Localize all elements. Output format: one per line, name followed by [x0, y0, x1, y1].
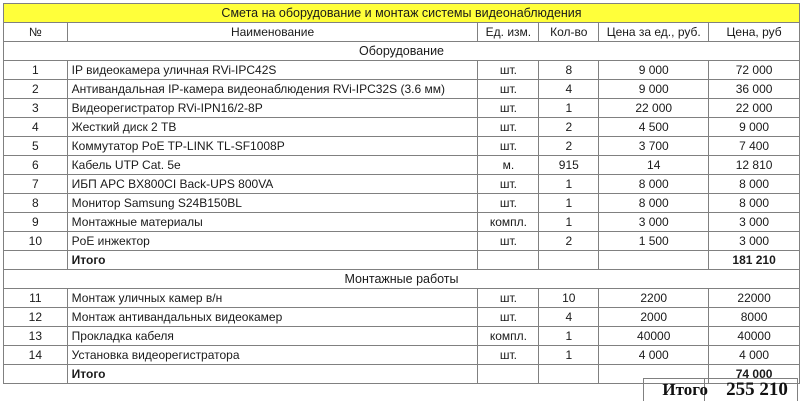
- row-num: 6: [4, 156, 68, 175]
- row-unit: шт.: [478, 232, 539, 251]
- row-name: Монтажные материалы: [67, 213, 478, 232]
- equipment-total-label: Итого: [67, 251, 478, 270]
- row-price: 8 000: [599, 175, 709, 194]
- table-row: [4, 156, 800, 175]
- row-price: 1 500: [599, 232, 709, 251]
- total-empty-qty: [539, 251, 599, 270]
- row-unit: компл.: [478, 213, 539, 232]
- header-num: №: [4, 23, 68, 42]
- grand-total-value: 255 210: [726, 378, 788, 400]
- row-name: Жесткий диск 2 ТВ: [67, 118, 478, 137]
- row-price: 14: [599, 156, 709, 175]
- row-total: 7 400: [709, 137, 800, 156]
- table-row: [4, 99, 800, 118]
- row-price: 9 000: [599, 80, 709, 99]
- row-name: Установка видеорегистратора: [67, 346, 478, 365]
- row-name: ИБП APC BX800CI Back-UPS 800VA: [67, 175, 478, 194]
- row-price: 2200: [599, 289, 709, 308]
- row-price: 40000: [599, 327, 709, 346]
- row-num: 1: [4, 61, 68, 80]
- row-total: 22 000: [709, 99, 800, 118]
- row-unit: шт.: [478, 289, 539, 308]
- equipment-section-title: Оборудование: [4, 42, 800, 61]
- row-name: Монтаж антивандальных видеокамер: [67, 308, 478, 327]
- installation-total-value: 74 000: [709, 365, 800, 384]
- total-empty-unit: [478, 365, 539, 384]
- row-name: Видеорегистратор RVi-IPN16/2-8P: [67, 99, 478, 118]
- row-price: 9 000: [599, 61, 709, 80]
- row-qty: 1: [539, 194, 599, 213]
- grand-total-label: Итого: [662, 379, 708, 399]
- table-row: [4, 118, 800, 137]
- table-row: [4, 213, 800, 232]
- row-name: Кабель UTP Cat. 5e: [67, 156, 478, 175]
- installation-total-label: Итого: [67, 365, 478, 384]
- row-num: 11: [4, 289, 68, 308]
- row-name: PoE инжектор: [67, 232, 478, 251]
- row-unit: шт.: [478, 80, 539, 99]
- row-unit: шт.: [478, 118, 539, 137]
- equipment-total-row: [4, 251, 800, 270]
- row-unit: шт.: [478, 175, 539, 194]
- row-num: 3: [4, 99, 68, 118]
- row-unit: шт.: [478, 194, 539, 213]
- equipment-section-row: [4, 42, 800, 61]
- header-unit: Ед. изм.: [478, 23, 539, 42]
- row-total: 36 000: [709, 80, 800, 99]
- table-row: [4, 137, 800, 156]
- row-num: 5: [4, 137, 68, 156]
- table-row: [4, 80, 800, 99]
- row-qty: 8: [539, 61, 599, 80]
- row-qty: 2: [539, 118, 599, 137]
- table-row: [4, 308, 800, 327]
- row-qty: 1: [539, 327, 599, 346]
- row-num: 4: [4, 118, 68, 137]
- table-row: [4, 232, 800, 251]
- row-total: 12 810: [709, 156, 800, 175]
- total-empty-num: [4, 365, 68, 384]
- row-qty: 2: [539, 137, 599, 156]
- row-total: 3 000: [709, 213, 800, 232]
- table-row: [4, 175, 800, 194]
- installation-section-row: [4, 270, 800, 289]
- row-price: 4 000: [599, 346, 709, 365]
- row-unit: шт.: [478, 308, 539, 327]
- row-num: 8: [4, 194, 68, 213]
- row-num: 2: [4, 80, 68, 99]
- row-total: 22000: [709, 289, 800, 308]
- sheet-title: Смета на оборудование и монтаж системы видеонаблюдения: [4, 4, 800, 23]
- row-num: 7: [4, 175, 68, 194]
- total-empty-unit: [478, 251, 539, 270]
- total-empty-num: [4, 251, 68, 270]
- row-num: 10: [4, 232, 68, 251]
- row-qty: 1: [539, 99, 599, 118]
- row-total: 4 000: [709, 346, 800, 365]
- row-total: 40000: [709, 327, 800, 346]
- row-price: 3 700: [599, 137, 709, 156]
- row-total: 8 000: [709, 175, 800, 194]
- row-name: Монитор Samsung S24B150BL: [67, 194, 478, 213]
- row-num: 14: [4, 346, 68, 365]
- total-empty-qty: [539, 365, 599, 384]
- row-price: 8 000: [599, 194, 709, 213]
- row-unit: шт.: [478, 137, 539, 156]
- row-price: 3 000: [599, 213, 709, 232]
- header-total: Цена, руб: [709, 23, 800, 42]
- row-name: IP видеокамера уличная RVi-IPC42S: [67, 61, 478, 80]
- table-row: [4, 61, 800, 80]
- row-total: 72 000: [709, 61, 800, 80]
- row-qty: 1: [539, 175, 599, 194]
- header-qty: Кол-во: [539, 23, 599, 42]
- row-num: 13: [4, 327, 68, 346]
- row-unit: м.: [478, 156, 539, 175]
- total-empty-price: [599, 251, 709, 270]
- row-qty: 1: [539, 346, 599, 365]
- equipment-total-value: 181 210: [709, 251, 800, 270]
- row-qty: 4: [539, 80, 599, 99]
- title-row: [4, 4, 800, 23]
- row-name: Коммутатор PoE TP-LINK TL-SF1008P: [67, 137, 478, 156]
- row-total: 8 000: [709, 194, 800, 213]
- row-unit: шт.: [478, 61, 539, 80]
- row-name: Прокладка кабеля: [67, 327, 478, 346]
- row-qty: 1: [539, 213, 599, 232]
- row-qty: 915: [539, 156, 599, 175]
- grand-total: [640, 377, 800, 402]
- estimate-table: [3, 3, 800, 384]
- row-num: 9: [4, 213, 68, 232]
- header-name: Наименование: [67, 23, 478, 42]
- row-name: Антивандальная IP-камера видеонаблюдения RVi-IPC32S (3.6 мм): [67, 80, 478, 99]
- row-price: 2000: [599, 308, 709, 327]
- row-qty: 4: [539, 308, 599, 327]
- header-price: Цена за ед., руб.: [599, 23, 709, 42]
- table-row: [4, 289, 800, 308]
- row-qty: 2: [539, 232, 599, 251]
- row-num: 12: [4, 308, 68, 327]
- row-qty: 10: [539, 289, 599, 308]
- row-name: Монтаж уличных камер в/н: [67, 289, 478, 308]
- row-price: 4 500: [599, 118, 709, 137]
- header-row: [4, 23, 800, 42]
- table-row: [4, 327, 800, 346]
- table-row: [4, 346, 800, 365]
- row-unit: шт.: [478, 346, 539, 365]
- table-row: [4, 194, 800, 213]
- row-price: 22 000: [599, 99, 709, 118]
- row-unit: шт.: [478, 99, 539, 118]
- row-total: 3 000: [709, 232, 800, 251]
- row-unit: компл.: [478, 327, 539, 346]
- row-total: 8000: [709, 308, 800, 327]
- row-total: 9 000: [709, 118, 800, 137]
- installation-section-title: Монтажные работы: [4, 270, 800, 289]
